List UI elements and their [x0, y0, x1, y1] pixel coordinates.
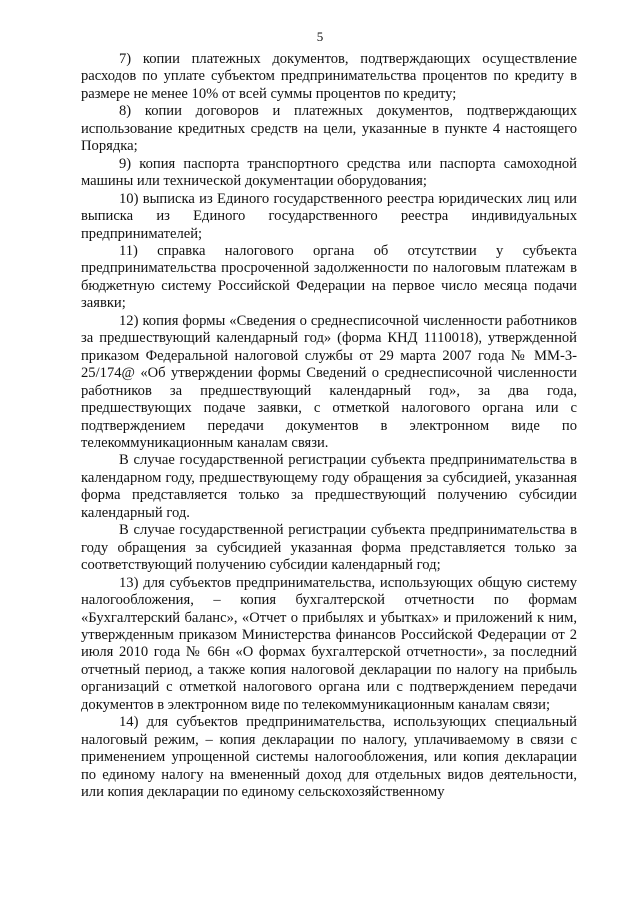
paragraph-item-7: 7) копии платежных документов, подтверждающих осуществление расходов по уплате субъектом предпринимательства процентов по кредиту в размере не менее 10% от всей суммы процентов по кредиту;: [81, 51, 577, 102]
paragraph-item-14: 14) для субъектов предпринимательства, использующих специальный налоговый режим, – копия декларации по налогу, уплачиваемому в связи с применением упрощенной системы налогообложения, или копия декларации по единому налогу на вмененный доход для отдельных видов деятельности, или копия декларации по единому сельскохозяйственному: [81, 714, 577, 801]
paragraph-item-10: 10) выписка из Единого государственного реестра юридических лиц или выписка из Единого государственного реестра индивидуальных предпринимателей;: [81, 190, 577, 242]
paragraph-item-12: 12) копия формы «Сведения о среднесписочной численности работников за предшествующий календарный год» (форма КНД 1110018), утвержденной приказом Федеральной налоговой службы от 29 марта 2007 года № ММ-3-25/174@ «Об утверждении формы Сведений о среднесписочной численности работников за предшествующий календарный год», за два года, предшествующих подаче заявки, с отметкой налогового органа или с подтверждением передачи документов в электронном виде по телекоммуникационным каналам связи.: [81, 312, 577, 451]
paragraph-item-13: 13) для субъектов предпринимательства, использующих общую систему налогообложения, – копия бухгалтерской отчетности по формам «Бухгалтерский баланс», «Отчет о прибылях и убытках» и приложений к ним, утвержденным приказом Министерства финансов Российской Федерации от 2 июля 2010 года № 66н «О формах бухгалтерской отчетности», за последний отчетный период, а также копия налоговой декларации по налогу на прибыль организаций с отметкой налогового органа или с подтверждением передачи документов в электронном виде по телекоммуникационным каналам связи;: [81, 574, 577, 713]
paragraph-registration-prior-year: В случае государственной регистрации субъекта предпринимательства в календарном году, предшествующему году обращения за субсидией, указанная форма представляется только за предшествующий получению субсидии календарный год.: [81, 452, 577, 521]
paragraph-item-11: 11) справка налогового органа об отсутствии у субъекта предпринимательства просроченной задолженности по налоговым платежам в бюджетную систему Российской Федерации на первое число месяца подачи заявки;: [81, 242, 577, 312]
document-body: [81, 51, 577, 801]
paragraph-item-9: 9) копия паспорта транспортного средства или паспорта самоходной машины или технической документации оборудования;: [81, 155, 577, 190]
paragraph-item-8: 8) копии договоров и платежных документов, подтверждающих использование кредитных средств на цели, указанные в пункте 4 настоящего Порядка;: [81, 103, 577, 155]
page-number: 5: [316, 29, 324, 44]
paragraph-registration-current-year: В случае государственной регистрации субъекта предпринимательства в году обращения за субсидией указанная форма представляется только за соответствующий получению субсидии календарный год;: [81, 522, 577, 574]
